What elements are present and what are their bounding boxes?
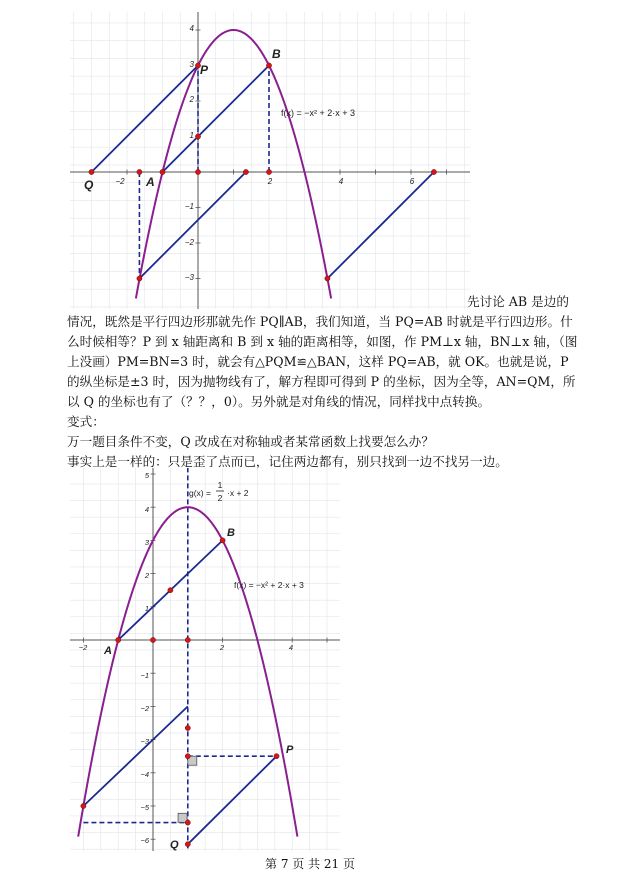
point-label-b: B	[227, 527, 235, 539]
function-label: f(x) = −x² + 2·x + 3	[234, 580, 304, 590]
paragraph-1: 情况，既然是平行四边形那就先作 PQ∥AB，我们知道，当 PQ=AB 时就是平行四边形。什么时候相等？P 到 x 轴距离和 B 到 x 轴的距离相等，如图，作 PM⊥x 轴，BN⊥x 轴，（图上没画）PM=BN=3 时，就会有△PQM≌△BAN，这样 PQ=AB，就 OK。也就是说，P 的纵坐标是±3 时，因为抛物线有了，解方程即可得到 P 的坐标，因为全等，AN=QM，所以 Q 的坐标也有了（？？，0）。另外就是对角线的情况，同样找中点转换。	[67, 314, 578, 409]
point-label-p: P	[286, 744, 294, 756]
y-tick-label: 2	[144, 571, 149, 580]
point-labels	[103, 527, 294, 851]
axes	[70, 12, 470, 309]
point	[89, 169, 94, 174]
y-tick-label: 1	[189, 131, 194, 140]
point	[150, 637, 155, 642]
point-label-b: B	[272, 47, 281, 61]
paragraph-1-lead: 先讨论 AB 是边的	[467, 294, 569, 309]
graph-figure-1	[70, 12, 470, 309]
point	[185, 820, 190, 825]
g-label-suffix: ·x + 2	[227, 488, 249, 498]
point	[195, 134, 200, 139]
point-label-q: Q	[84, 178, 94, 192]
point	[160, 169, 165, 174]
point	[195, 169, 200, 174]
point	[137, 169, 142, 174]
point	[81, 803, 86, 808]
point-label-q: Q	[170, 839, 179, 851]
tick-labels	[115, 24, 414, 282]
y-tick-label: −1	[184, 202, 194, 211]
point	[266, 169, 271, 174]
point	[185, 842, 190, 847]
point	[185, 637, 190, 642]
point	[185, 725, 190, 730]
y-tick-label: −6	[140, 836, 149, 845]
x-tick-label: 4	[338, 177, 344, 186]
g-label-numerator: 1	[217, 480, 223, 490]
function-label: f(x) = −x² + 2·x + 3	[281, 108, 356, 118]
point	[243, 169, 248, 174]
point	[168, 588, 173, 593]
y-tick-label: 4	[189, 24, 194, 33]
variant-heading: 变式：	[67, 414, 105, 429]
point	[266, 63, 271, 68]
x-tick-label: 2	[219, 643, 225, 652]
y-tick-label: −3	[140, 737, 149, 746]
point	[220, 538, 225, 543]
page-footer: 第 7 页 共 21 页	[265, 857, 355, 871]
y-tick-label: −1	[140, 671, 149, 680]
grid	[70, 468, 340, 851]
point	[325, 276, 330, 281]
y-tick-label: −3	[184, 273, 194, 282]
point	[116, 637, 121, 642]
x-tick-label: 2	[267, 177, 273, 186]
g-label-denominator: 2	[217, 493, 223, 503]
y-tick-label: 4	[144, 505, 149, 514]
y-tick-label: 3	[189, 60, 194, 69]
variant-answer: 事实上是一样的：只是歪了点而已，记住两边都有，别只找到一边不找另一边。	[67, 454, 508, 469]
variant-question: 万一题目条件不变，Q 改成在对称轴或者某常函数上找要怎么办？	[67, 434, 434, 449]
segment	[327, 172, 434, 279]
grid	[70, 12, 470, 309]
y-tick-label: −5	[140, 803, 149, 812]
segment	[139, 172, 246, 279]
x-tick-label: −2	[78, 643, 88, 652]
x-tick-label: −2	[115, 177, 125, 186]
y-tick-label: 2	[189, 95, 194, 104]
y-tick-label: −2	[184, 238, 194, 247]
graph-figure-2	[70, 468, 340, 851]
x-tick-label: 4	[288, 643, 294, 652]
point-label-p: P	[200, 63, 209, 77]
y-tick-label: −4	[140, 770, 149, 779]
segment	[188, 756, 277, 844]
g-label-prefix: g(x) =	[189, 488, 211, 498]
x-tick-label: 6	[409, 177, 415, 186]
y-tick-label: −2	[140, 704, 149, 713]
tick-labels	[79, 471, 293, 845]
y-tick-label: 1	[144, 604, 149, 613]
point-label-a: A	[104, 645, 112, 657]
point	[431, 169, 436, 174]
point	[137, 276, 142, 281]
y-tick-label: 3	[144, 538, 149, 547]
y-tick-label: 5	[144, 471, 149, 480]
point-label-a: A	[146, 175, 155, 189]
point	[185, 754, 190, 759]
point	[274, 754, 279, 759]
